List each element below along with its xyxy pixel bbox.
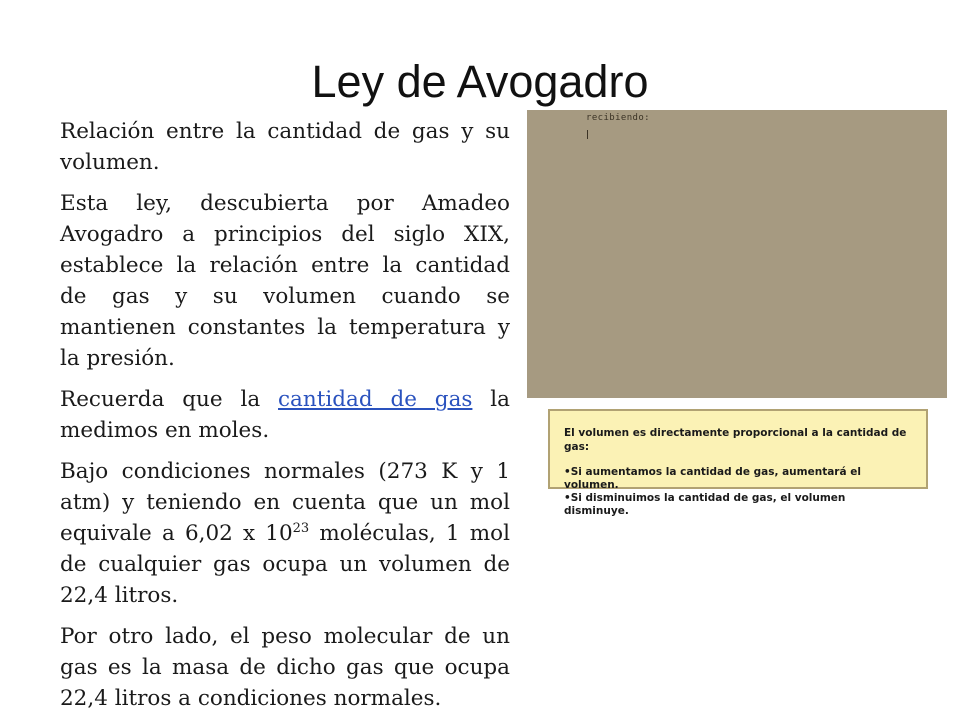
media-placeholder[interactable] — [527, 110, 947, 398]
info-box-item-decrease: •Si disminuimos la cantidad de gas, el volumen disminuye. — [564, 492, 846, 517]
paragraph-history: Esta ley, descubierta por Amadeo Avogadro a principios del siglo XIX, establece la relación entre la cantidad de gas y su volumen cuando se mantienen constantes la temperatura y la presión. — [60, 191, 510, 371]
paragraph-molecular-weight: Por otro lado, el peso molecular de un gas es la masa de dicho gas que ocupa 22,4 litros a condiciones normales. — [60, 624, 510, 711]
info-box-item-increase: •Si aumentamos la cantidad de gas, aumentará el volumen. — [564, 466, 861, 491]
media-status-text: recibiendo: — [586, 113, 651, 123]
paragraph-moles — [60, 384, 510, 446]
body-text — [60, 116, 510, 724]
paragraph-definition: Relación entre la cantidad de gas y su volumen. — [60, 119, 510, 175]
normal-conditions-text-after: moléculas, 1 mol de cualquier gas ocupa un volumen de 22,4 litros. — [60, 521, 510, 608]
avogadro-exponent: 23 — [292, 520, 310, 536]
paragraph-normal-conditions — [60, 456, 510, 611]
text-cursor — [587, 130, 588, 139]
info-box-heading: El volumen es directamente proporcional a la cantidad de gas: — [564, 427, 907, 453]
cantidad-de-gas-link[interactable]: cantidad de gas — [278, 387, 473, 412]
info-box — [548, 409, 928, 517]
moles-text-before: Recuerda que la — [60, 387, 279, 412]
slide-title: Ley de Avogadro — [311, 56, 649, 107]
normal-conditions-text-before: Bajo condiciones normales (273 K y 1 atm) y teniendo en cuenta que un mol equivale a 6,02 x 10 — [60, 459, 510, 546]
moles-text-after: la medimos en moles. — [60, 387, 510, 443]
